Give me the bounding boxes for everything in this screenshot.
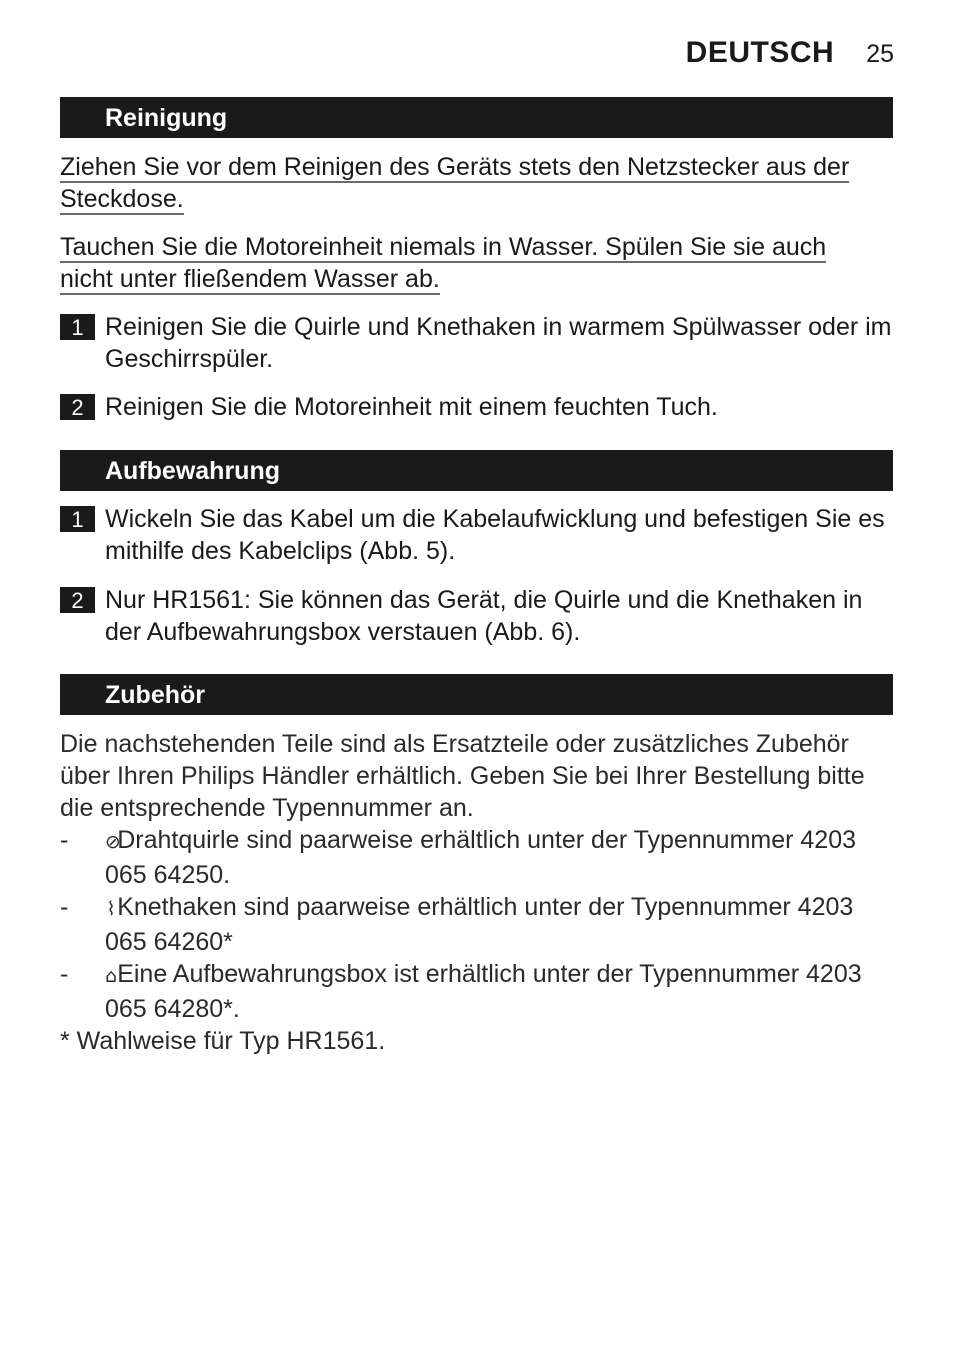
page-header — [686, 36, 894, 70]
warning-line: Ziehen Sie vor dem Reinigen des Geräts stets den Netzstecker aus der — [60, 153, 850, 181]
warning-line: Steckdose. — [60, 185, 184, 213]
cleaning-step — [60, 311, 895, 375]
warning-no-water — [60, 231, 900, 295]
section-heading-accessories: Zubehör — [60, 674, 893, 715]
dough-hook-icon: ⌇ — [106, 899, 116, 920]
list-dash: - — [60, 893, 69, 921]
warning-line: Tauchen Sie die Motoreinheit niemals in Wasser. Spülen Sie sie auch — [60, 233, 827, 261]
cleaning-step — [60, 391, 895, 423]
accessory-item — [60, 958, 900, 1025]
language-label: DEUTSCH — [685, 36, 835, 69]
accessory-text: Drahtquirle sind paarweise erhältlich unter der Typennummer 4203 065 64250. — [105, 826, 857, 889]
accessory-text: Eine Aufbewahrungsbox ist erhältlich unter der Typennummer 4203 065 64280*. — [105, 960, 862, 1023]
storage-step — [60, 584, 895, 648]
storage-box-icon: ⌂ — [105, 966, 118, 987]
warning-unplug — [60, 151, 900, 215]
accessories-content — [60, 728, 900, 1057]
step-text: Reinigen Sie die Motoreinheit mit einem feuchten Tuch. — [105, 393, 718, 421]
page-number: 25 — [866, 40, 894, 68]
accessory-item — [60, 824, 900, 891]
step-number: 1 — [60, 506, 95, 532]
step-text: Nur HR1561: Sie können das Gerät, die Quirle und die Knethaken in der Aufbewahrungsbox verstauen (Abb. 6). — [105, 586, 863, 646]
section-heading-cleaning: Reinigung — [60, 97, 893, 138]
list-dash: - — [60, 826, 69, 854]
storage-step — [60, 503, 895, 567]
list-dash: - — [60, 960, 69, 988]
accessory-text: Knethaken sind paarweise erhältlich unter der Typennummer 4203 065 64260* — [105, 893, 854, 956]
step-number: 2 — [60, 587, 95, 613]
footnote: * Wahlweise für Typ HR1561. — [60, 1027, 386, 1055]
step-text: Reinigen Sie die Quirle und Knethaken in warmem Spülwasser oder im Geschirrspüler. — [105, 313, 892, 373]
step-text: Wickeln Sie das Kabel um die Kabelaufwicklung und befestigen Sie es mithilfe des Kabelclips (Abb. 5). — [105, 505, 885, 565]
step-number: 1 — [60, 314, 95, 340]
section-heading-storage: Aufbewahrung — [60, 450, 893, 491]
step-number: 2 — [60, 394, 95, 420]
accessories-intro: Die nachstehenden Teile sind als Ersatzteile oder zusätzliches Zubehör über Ihren Philips Händler erhältlich. Geben Sie bei Ihrer Bestellung bitte die entsprechende Typennummer an. — [60, 730, 865, 822]
warning-line: nicht unter fließendem Wasser ab. — [60, 265, 440, 293]
whisk-icon: ⊘ — [105, 832, 121, 853]
accessory-item — [60, 891, 900, 958]
